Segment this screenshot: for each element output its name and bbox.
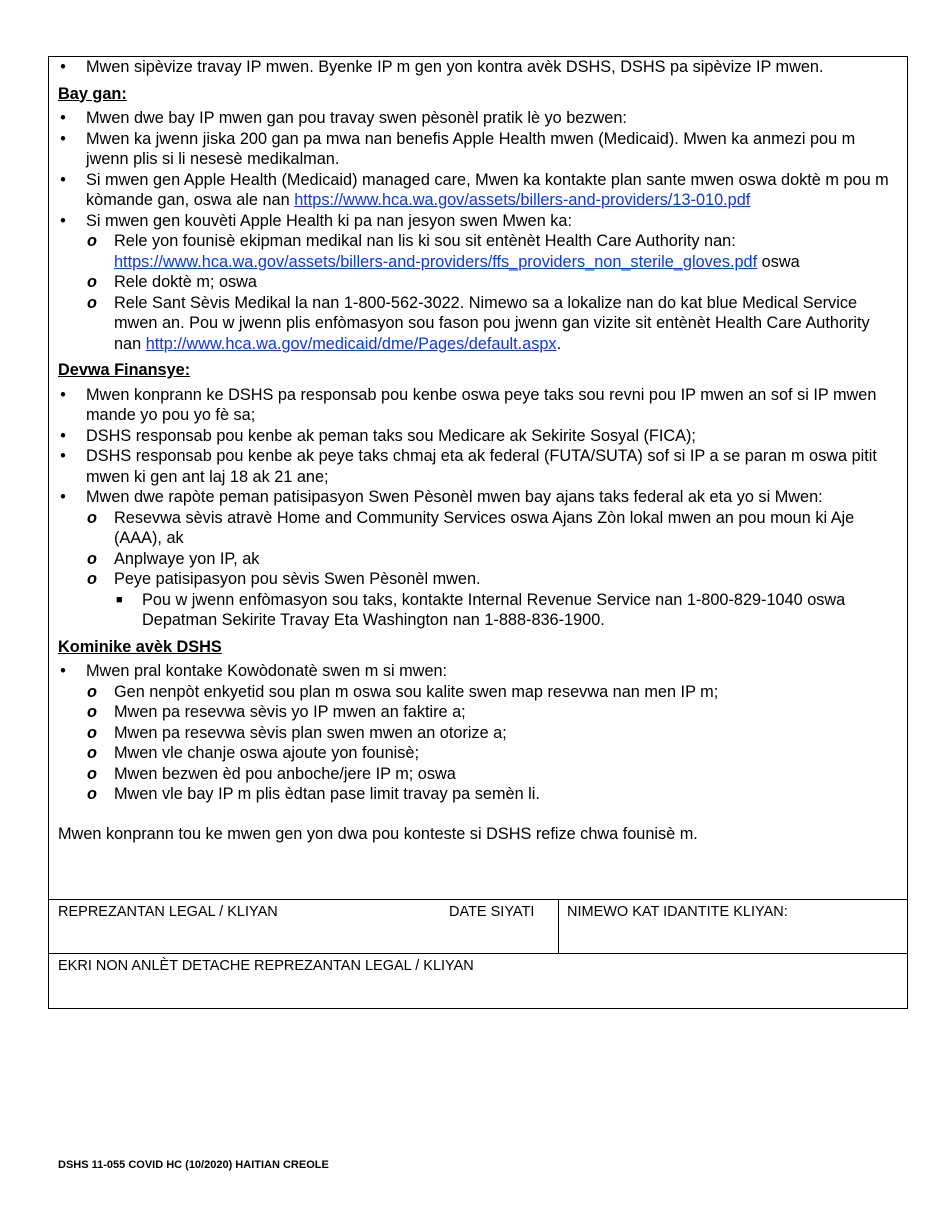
- square-bullet-icon: ■: [116, 593, 123, 606]
- rep-signature-field[interactable]: REPREZANTAN LEGAL / KLIYAN: [58, 904, 278, 920]
- print-name-row: [49, 954, 907, 1009]
- finance-list: [49, 385, 907, 631]
- sub-bullet-icon: o: [87, 682, 97, 701]
- sub-bullet-icon: o: [87, 723, 97, 742]
- sub-list-item: o Peye patisipasyon pou sèvis Swen Pèsonèl mwen. ■ Pou w jwenn enfòmasyon sou taks, kontakte Internal Revenue Service nan 1-800-829-1040 oswa Depatman Sekirite Travay Eta Washington nan 1-888-836-1900.: [86, 569, 897, 631]
- communicate-list: [49, 661, 907, 805]
- sub-bullet-icon: o: [87, 508, 97, 527]
- bullet-icon: •: [60, 170, 66, 189]
- sub-list-item: o Gen nenpòt enkyetid sou plan m oswa sou kalite swen map resevwa nan men IP m;: [87, 682, 719, 701]
- sub-list-item: o Mwen pa resevwa sèvis plan swen mwen an otorize a;: [87, 723, 507, 742]
- list-item: • Si mwen gen kouvèti Apple Health ki pa nan jesyon swen Mwen ka: o Rele yon founisè ekipman medikal nan lis ki sou sit entènèt Health Care Authority nan: https://www.hca.wa.gov/assets/billers-and-providers/ffs_providers_non_sterile_gloves.pdf oswa o Rele doktè m; oswa o Rele Sant Sèvis Medikal la nan 1-800-562-3022. Nimewo sa a lokalize nan do kat blue Medical Service mwen an. Pou w jwenn plis enfòmasyon sou fason pou jwenn gan vizite sit entènèt Health Care Authority nan http://www.hca.wa.gov/medicaid/dme/Pages/default.aspx.: [49, 211, 907, 355]
- form-footer: DSHS 11-055 COVID HC (10/2020) HAITIAN CREOLE: [58, 1159, 329, 1171]
- bay-gan-sublist: [86, 231, 897, 354]
- hca-dme-link[interactable]: http://www.hca.wa.gov/medicaid/dme/Pages/default.aspx: [145, 334, 557, 353]
- hca-billers-link[interactable]: https://www.hca.wa.gov/assets/billers-and-providers/13-010.pdf: [294, 191, 751, 209]
- sub-sub-list-item: ■ Pou w jwenn enfòmasyon sou taks, kontakte Internal Revenue Service nan 1-800-829-1040 oswa Depatman Sekirite Travay Eta Washington nan 1-888-836-1900.: [116, 590, 846, 629]
- sub-bullet-icon: o: [87, 549, 97, 568]
- list-item: • Mwen dwe rapòte peman patisipasyon Swen Pèsonèl mwen bay ajans taks federal ak eta yo si Mwen: o Resevwa sèvis atravè Home and Community Services oswa Ajans Zòn lokal mwen an pou moun ki Aje (AAA), ak o Anplwaye yon IP, ak o Peye patisipasyon pou sèvis Swen Pèsonèl mwen. ■ Pou w jwenn enfòmasyon sou taks, kontakte Internal Revenue Service nan 1-800-829-1040 oswa Depatman Sekirite Travay Eta Washington nan 1-888-836-1900.: [49, 487, 907, 631]
- print-name-field[interactable]: EKRI NON ANLÈT DETACHE REPREZANTAN LEGAL / KLIYAN: [58, 958, 474, 974]
- list-item: • Mwen sipèvize travay IP mwen. Byenke IP m gen yon kontra avèk DSHS, DSHS pa sipèvize IP mwen.: [49, 57, 907, 78]
- sub-bullet-icon: o: [87, 703, 97, 721]
- client-id-field[interactable]: NIMEWO KAT IDANTITE KLIYAN:: [567, 904, 788, 920]
- sub-list-item: o Mwen bezwen èd pou anboche/jere IP m; oswa: [87, 764, 456, 783]
- sub-bullet-icon: o: [87, 232, 97, 250]
- bullet-icon: •: [60, 211, 66, 230]
- bullet-icon: •: [60, 488, 66, 506]
- form-content: [49, 57, 907, 844]
- sub-bullet-icon: o: [87, 273, 97, 291]
- finance-subsublist: [114, 590, 897, 631]
- bullet-icon: •: [60, 426, 66, 445]
- section-heading-communicate: Kominike avèk DSHS: [58, 637, 222, 656]
- sub-list-item: o Resevwa sèvis atravè Home and Community Services oswa Ajans Zòn lokal mwen an pou moun ki Aje (AAA), ak: [87, 508, 855, 547]
- sub-bullet-icon: o: [87, 785, 97, 803]
- list-item: • Mwen konprann ke DSHS pa responsab pou kenbe oswa peye taks sou revni pou IP mwen an sof si IP mwen mande yo pou yo fè sa;: [49, 385, 907, 426]
- sub-bullet-icon: o: [87, 293, 97, 312]
- list-item: • Mwen ka jwenn jiska 200 gan pa mwa nan benefis Apple Health mwen (Medicaid). Mwen ka anmezi pou m jwenn plis si li nesesè medikalman.: [49, 129, 907, 170]
- form-box: [48, 56, 908, 1009]
- sub-list-item: o Mwen vle bay IP m plis èdtan pase limit travay pa semèn li.: [87, 785, 540, 803]
- bullet-icon: •: [60, 109, 66, 127]
- sub-bullet-icon: o: [87, 744, 97, 762]
- bullet-icon: •: [60, 129, 66, 148]
- finance-sublist: [86, 508, 897, 631]
- communicate-sublist: [86, 682, 897, 805]
- list-item: • Mwen pral kontake Kowòdonatè swen m si mwen: o Gen nenpòt enkyetid sou plan m oswa sou kalite swen map resevwa nan men IP m; o Mwen pa resevwa sèvis yo IP mwen an faktire a; o Mwen pa resevwa sèvis plan swen mwen an otorize a; o Mwen vle chanje oswa ajoute yon founisè; o Mwen bezwen èd pou anboche/jere IP m; oswa o Mwen vle bay IP m plis èdtan pase limit travay pa semèn li.: [49, 661, 907, 805]
- section-heading-bay-gan: Bay gan:: [58, 84, 127, 103]
- list-item: • Mwen dwe bay IP mwen gan pou travay swen pèsonèl pratik lè yo bezwen:: [49, 108, 907, 129]
- sub-list-item: o Mwen vle chanje oswa ajoute yon founisè;: [87, 744, 420, 762]
- sub-list-item: o Rele yon founisè ekipman medikal nan lis ki sou sit entènèt Health Care Authority nan: https://www.hca.wa.gov/assets/billers-and-providers/ffs_providers_non_sterile_gloves.pdf oswa: [87, 232, 800, 271]
- list-item: • DSHS responsab pou kenbe ak peye taks chmaj eta ak federal (FUTA/SUTA) sof si IP a se paran m oswa pitit mwen ki gen ant laj 18 ak 21 ane;: [49, 446, 907, 487]
- bullet-icon: •: [60, 385, 66, 404]
- cell-divider: [558, 900, 559, 954]
- sub-bullet-icon: o: [87, 570, 97, 588]
- sub-list-item: o Rele doktè m; oswa: [87, 273, 257, 291]
- list-item: • Si mwen gen Apple Health (Medicaid) managed care, Mwen ka kontakte plan sante mwen oswa doktè m pou m kòmande gan, oswa ale nan https://www.hca.wa.gov/assets/billers-and-providers/13-010.pdf: [49, 170, 907, 211]
- signature-row: [49, 899, 907, 954]
- bullet-icon: •: [60, 447, 66, 465]
- sub-list-item: o Rele Sant Sèvis Medikal la nan 1-800-562-3022. Nimewo sa a lokalize nan do kat blue Medical Service mwen an. Pou w jwenn plis enfòmasyon sou fason pou jwenn gan vizite sit entènèt Health Care Authority nan http://www.hca.wa.gov/medicaid/dme/Pages/default.aspx.: [87, 293, 870, 353]
- closing-statement: Mwen konprann tou ke mwen gen yon dwa pou konteste si DSHS refize chwa founisè m.: [58, 824, 698, 843]
- gloves-providers-link[interactable]: https://www.hca.wa.gov/assets/billers-and-providers/ffs_providers_non_sterile_gloves.pdf: [114, 252, 758, 271]
- sub-bullet-icon: o: [87, 764, 97, 783]
- section-heading-finance: Devwa Finansye:: [58, 361, 191, 379]
- sub-list-item: o Anplwaye yon IP, ak: [87, 549, 260, 568]
- bullet-icon: •: [60, 58, 66, 76]
- list-item: • DSHS responsab pou kenbe ak peman taks sou Medicare ak Sekirite Sosyal (FICA);: [49, 426, 907, 447]
- signature-date-field[interactable]: DATE SIYATI: [449, 904, 535, 920]
- sub-list-item: o Mwen pa resevwa sèvis yo IP mwen an faktire a;: [87, 703, 466, 721]
- bay-gan-list: [49, 108, 907, 354]
- bullet-icon: •: [60, 662, 66, 680]
- intro-list: [49, 57, 907, 78]
